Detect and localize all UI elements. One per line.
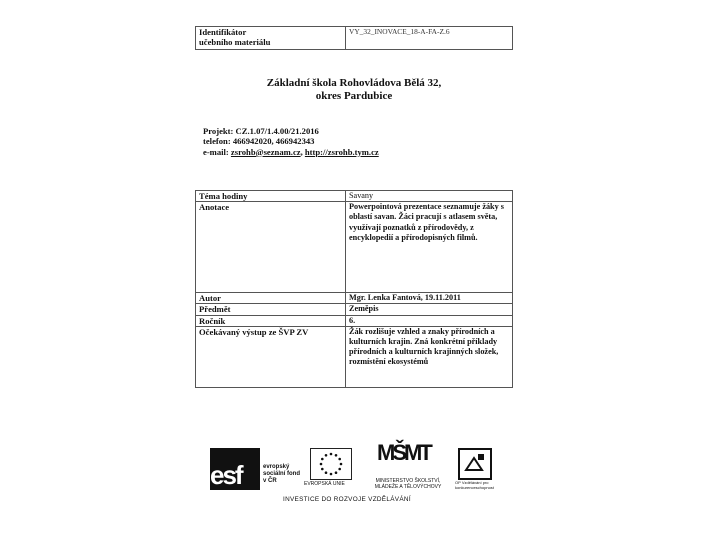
identifier-value: VY_32_INOVACE_18-A-FA-Z.6 — [346, 27, 513, 50]
row-value: Powerpointová prezentace seznamuje žáky s oblastí savan. Žáci pracují s atlasem světa, využívají poznatků z přírodovědy, z encyklopedií a přírodopisných filmů. — [346, 202, 513, 293]
contact-line — [203, 147, 379, 157]
row-label: Očekávaný výstup ze ŠVP ZV — [196, 326, 346, 387]
row-label: Anotace — [196, 202, 346, 293]
identifier-section — [195, 26, 513, 50]
row-value: Mgr. Lenka Fantová, 19.11.2011 — [346, 293, 513, 304]
identifier-label-line2: učebního materiálu — [199, 37, 271, 47]
eu-caption: EVROPSKÁ UNIE — [304, 481, 345, 487]
row-value: 6. — [346, 315, 513, 326]
identifier-table — [195, 26, 513, 50]
identifier-label — [196, 27, 346, 50]
investment-tagline: INVESTICE DO ROZVOJE VZDĚLÁVÁNÍ — [283, 496, 411, 503]
eu-flag-icon — [310, 448, 352, 480]
school-header — [195, 77, 513, 103]
table-row — [196, 315, 513, 326]
esf-mark: esf — [210, 460, 242, 490]
esf-caption: evropský sociální fond v ČR — [263, 464, 301, 484]
lesson-info-table — [195, 190, 513, 388]
table-row — [196, 202, 513, 293]
msmt-logo-icon: MŠMT — [377, 440, 430, 465]
row-value: Savany — [346, 191, 513, 202]
school-district: okres Pardubice — [315, 90, 393, 102]
email-link[interactable]: zsrohb@seznam.cz — [230, 146, 301, 157]
funding-logos — [205, 442, 505, 510]
lesson-info-section — [195, 190, 513, 388]
web-link[interactable]: http://zsrohb.tym.cz — [304, 146, 379, 157]
msmt-caption: MINISTERSTVO ŠKOLSTVÍ, MLÁDEŽE A TĚLOVÝCHOVY — [374, 478, 442, 490]
project-number: Projekt: CZ.1.07/1.4.00/21.2016 — [203, 126, 319, 136]
row-label: Téma hodiny — [196, 191, 346, 202]
table-row — [196, 326, 513, 387]
identifier-label-line1: Identifikátor — [199, 27, 247, 37]
project-info — [203, 126, 379, 157]
phone-numbers: telefon: 466942020, 466942343 — [203, 136, 315, 147]
op-education-logo-icon — [458, 448, 492, 480]
row-value: Zeměpis — [346, 304, 513, 315]
row-value: Žák rozlišuje vzhled a znaky přírodních a kulturních krajin. Zná konkrétní příklady přírodních a kulturních krajinných složek, rozmístění ekosystémů — [346, 326, 513, 387]
op-caption: OP Vzdělávání pro konkurenceschopnost — [455, 480, 494, 490]
table-row — [196, 293, 513, 304]
row-label: Autor — [196, 293, 346, 304]
row-label: Ročník — [196, 315, 346, 326]
email-prefix: e-mail: — [203, 146, 231, 157]
row-label: Předmět — [196, 304, 346, 315]
table-row — [196, 304, 513, 315]
contact-separator: , — [300, 146, 305, 157]
table-row — [196, 191, 513, 202]
school-name: Základní škola Rohovládova Bělá 32, — [266, 77, 442, 89]
